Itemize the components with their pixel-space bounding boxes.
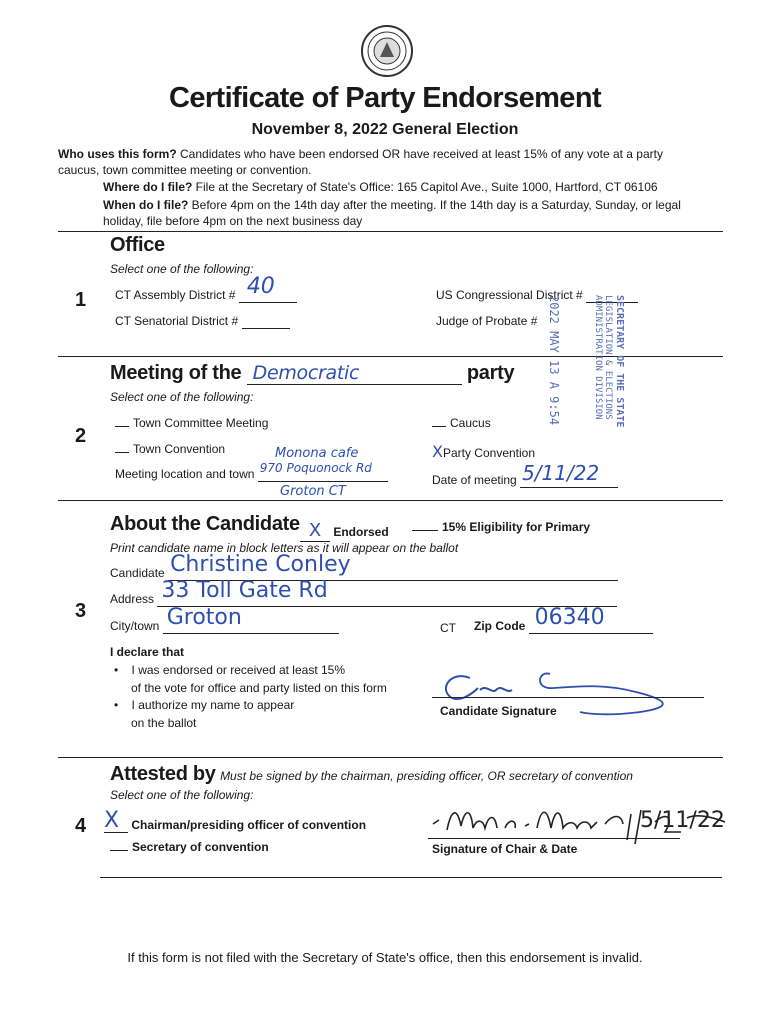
chair-label: Chairman/presiding officer of convention — [131, 818, 367, 832]
probate-field[interactable] — [436, 314, 537, 328]
party-value: Democratic — [252, 362, 360, 384]
divider — [58, 757, 723, 758]
senatorial-district-field[interactable] — [115, 314, 290, 329]
town-convention-label: Town Convention — [133, 442, 226, 456]
chair-mark: X — [104, 808, 120, 833]
date-value: 5/11/22 — [522, 461, 600, 485]
signature-line — [432, 697, 704, 698]
location-line1: Monona cafe — [275, 446, 359, 461]
candidate-instruction: Print candidate name in block letters as it will appear on the ballot — [110, 541, 459, 555]
bullet1a: I was endorsed or received at least 15% — [131, 663, 345, 677]
location-line2: 970 Poquonock Rd — [259, 461, 372, 475]
caucus-option[interactable] — [432, 416, 491, 430]
name-value: Christine Conley — [170, 552, 351, 577]
attested-note: Must be signed by the chairman, presiding officer, OR secretary of convention — [220, 769, 633, 783]
candidate-heading — [110, 513, 300, 536]
endorsed-option[interactable] — [300, 520, 389, 542]
location-label: Meeting location and town — [115, 467, 255, 481]
attested-heading-text: Attested by — [110, 763, 216, 785]
address-label: Address — [110, 592, 155, 606]
who-uses-text — [58, 146, 698, 178]
location-line3: Groton CT — [280, 484, 346, 499]
section-number-4: 4 — [75, 815, 87, 837]
bullet2a: I authorize my name to appear — [131, 698, 295, 712]
stamp-date: 2022 MAY 13 A 9:54 — [547, 295, 561, 426]
town-committee-option[interactable] — [115, 416, 268, 430]
secretary-option[interactable] — [110, 840, 269, 854]
meeting-instruction: Select one of the following: — [110, 390, 254, 404]
when-file-text — [103, 197, 703, 229]
state-text: CT — [440, 621, 456, 635]
assembly-district-field[interactable] — [115, 274, 297, 303]
meeting-heading-pre: Meeting of the — [110, 362, 242, 384]
divider — [58, 500, 723, 501]
party-convention-mark: X — [432, 442, 443, 461]
divider — [58, 231, 723, 232]
form-subtitle: November 8, 2022 General Election — [251, 121, 519, 138]
who-question: Who uses this form? — [58, 147, 177, 161]
senatorial-label: CT Senatorial District # — [115, 314, 239, 328]
footer-notice: If this form is not filed with the Secretary of State's office, then this endorsement is invalid. — [127, 950, 643, 965]
city-field[interactable] — [110, 605, 339, 634]
endorsed-mark: X — [308, 520, 322, 541]
meeting-date-field[interactable] — [432, 461, 618, 488]
zip-value: 06340 — [534, 605, 605, 630]
stamp-line1: SECRETARY OF THE STATE — [614, 295, 625, 428]
bullet1b: of the vote for office and party listed on this form — [131, 680, 387, 695]
zip-label: Zip Code — [474, 619, 526, 633]
chairman-option[interactable] — [104, 808, 367, 833]
party-convention-option[interactable] — [432, 442, 535, 461]
town-convention-option[interactable] — [115, 442, 225, 456]
attested-heading — [110, 763, 633, 786]
name-label: Candidate — [110, 566, 165, 580]
stamp-line2: LEGISLATION & ELECTIONS — [603, 295, 613, 420]
caucus-label: Caucus — [450, 416, 491, 430]
address-value: 33 Toll Gate Rd — [161, 578, 328, 603]
chair-signature-line — [428, 838, 680, 839]
meeting-heading — [110, 362, 514, 385]
assembly-label: CT Assembly District # — [115, 288, 236, 302]
declaration-list: • I was endorsed or received at least 15% of the vote for office and party listed on this form • I authorize my name to appear on the ballot — [114, 663, 387, 730]
bullet2b: on the ballot — [131, 715, 197, 730]
when-question: When do I file? — [103, 198, 189, 212]
chair-signature-label: Signature of Chair & Date — [432, 842, 578, 856]
divider — [100, 877, 722, 878]
date-label: Date of meeting — [432, 473, 517, 487]
eligibility-option[interactable] — [412, 520, 590, 534]
candidate-heading-text: About the Candidate — [110, 513, 300, 535]
who-answer: Candidates who have been endorsed OR have received at least 15% of any vote at a party caucus, town committee meeting or convention. — [58, 147, 663, 177]
city-value: Groton — [166, 605, 242, 630]
town-committee-label: Town Committee Meeting — [133, 416, 269, 430]
zip-field[interactable] — [474, 605, 653, 634]
secretary-label: Secretary of convention — [132, 840, 269, 854]
party-convention-label: Party Convention — [442, 446, 536, 460]
assembly-value: 40 — [246, 274, 275, 299]
office-instruction: Select one of the following: — [110, 262, 254, 276]
eligibility-label: 15% Eligibility for Primary — [442, 520, 591, 534]
section-number-2: 2 — [75, 425, 87, 447]
attested-instruction: Select one of the following: — [110, 788, 254, 802]
where-question: Where do I file? — [103, 180, 193, 194]
stamp-line3: ADMINISTRATION DIVISION — [593, 295, 603, 420]
section-number-3: 3 — [75, 600, 87, 622]
endorsed-label: Endorsed — [333, 525, 389, 539]
office-heading: Office — [110, 234, 165, 256]
where-file-text — [103, 180, 703, 194]
section-number-1: 1 — [75, 289, 87, 311]
declare-heading: I declare that — [110, 645, 185, 659]
state-seal — [360, 24, 414, 78]
when-answer: Before 4pm on the 14th day after the meeting. If the 14th day is a Saturday, Sunday, or legal holiday, file before 4pm on the next business day — [103, 198, 681, 228]
signature-date: 5/11/22 — [640, 808, 725, 833]
where-answer: File at the Secretary of State's Office: 165 Capitol Ave., Suite 1000, Hartford, CT 06106 — [192, 180, 658, 194]
meeting-location-field[interactable] — [115, 461, 388, 482]
meeting-heading-post: party — [466, 362, 515, 384]
candidate-signature-label: Candidate Signature — [440, 704, 557, 718]
congress-label: US Congressional District # — [436, 288, 583, 302]
city-label: City/town — [110, 619, 160, 633]
form-title: Certificate of Party Endorsement — [168, 82, 602, 114]
probate-label: Judge of Probate # — [436, 314, 538, 328]
